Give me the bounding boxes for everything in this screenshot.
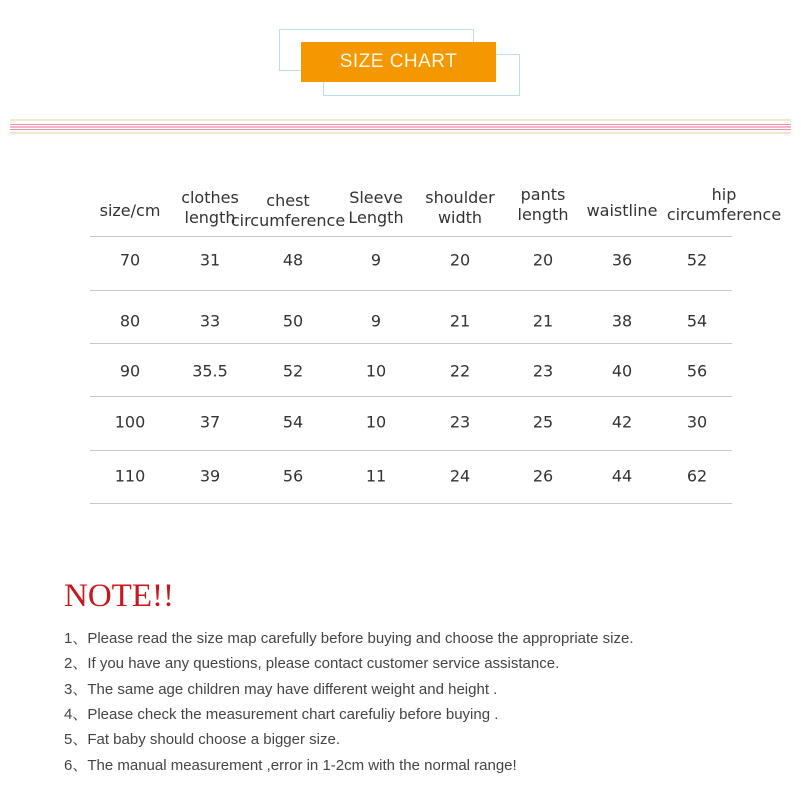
table-cell: 20 xyxy=(449,250,471,270)
table-cell: 80 xyxy=(119,311,141,331)
column-header-line: chest xyxy=(266,191,310,210)
column-header-line: circumference xyxy=(666,205,782,224)
table-cell: 22 xyxy=(449,361,471,381)
table-cell: 21 xyxy=(532,311,554,331)
column-header-line: shoulder xyxy=(425,188,495,207)
table-cell: 52 xyxy=(686,250,708,270)
divider xyxy=(10,129,791,130)
table-cell: 48 xyxy=(282,250,304,270)
size-chart-title: SIZE CHART xyxy=(301,42,496,82)
table-cell: 42 xyxy=(611,412,633,432)
column-header-line: clothes xyxy=(181,188,239,207)
table-cell: 23 xyxy=(532,361,554,381)
note-item: 5、Fat baby should choose a bigger size. xyxy=(64,731,340,749)
column-header-line: Length xyxy=(348,208,404,227)
row-divider xyxy=(90,343,732,344)
note-item: 6、The manual measurement ,error in 1-2cm with the normal range! xyxy=(64,756,517,774)
table-cell: 33 xyxy=(199,311,221,331)
column-header xyxy=(667,185,781,225)
column-header xyxy=(518,185,569,225)
table-cell: 44 xyxy=(611,466,633,486)
divider xyxy=(10,124,791,125)
column-header-line: waistline xyxy=(586,201,658,220)
table-cell: 54 xyxy=(282,412,304,432)
table-cell: 25 xyxy=(532,412,554,432)
divider xyxy=(10,132,791,134)
table-cell: 56 xyxy=(686,361,708,381)
column-header-line: length xyxy=(517,205,569,224)
divider xyxy=(10,119,791,121)
table-cell: 70 xyxy=(119,250,141,270)
column-header-line: length xyxy=(184,208,236,227)
column-header-line: Sleeve xyxy=(349,188,403,207)
table-cell: 21 xyxy=(449,311,471,331)
column-header xyxy=(348,188,403,228)
table-cell: 52 xyxy=(282,361,304,381)
table-cell: 40 xyxy=(611,361,633,381)
table-cell: 54 xyxy=(686,311,708,331)
table-cell: 24 xyxy=(449,466,471,486)
table-cell: 35.5 xyxy=(192,361,228,381)
table-cell: 9 xyxy=(370,250,382,270)
table-cell: 110 xyxy=(114,466,146,486)
note-item: 1、Please read the size map carefully before buying and choose the appropriate size. xyxy=(64,630,634,647)
table-cell: 36 xyxy=(611,250,633,270)
row-divider xyxy=(90,450,732,451)
note-item: 4、Please check the measurement chart carefuliy before buying . xyxy=(64,705,499,723)
table-cell: 10 xyxy=(365,361,387,381)
table-cell: 26 xyxy=(532,466,554,486)
column-header-line: size/cm xyxy=(99,201,161,220)
divider xyxy=(10,126,791,128)
column-header-line: width xyxy=(437,208,483,227)
table-cell: 31 xyxy=(199,250,221,270)
table-cell: 90 xyxy=(119,361,141,381)
table-cell: 50 xyxy=(282,311,304,331)
table-cell: 11 xyxy=(365,466,387,486)
row-divider xyxy=(90,236,732,237)
table-cell: 23 xyxy=(449,412,471,432)
table-cell: 30 xyxy=(686,412,708,432)
note-heading: NOTE!! xyxy=(64,578,174,614)
table-cell: 37 xyxy=(199,412,221,432)
column-header xyxy=(231,191,345,231)
column-header xyxy=(425,188,494,228)
note-item: 3、The same age children may have different weight and height . xyxy=(64,680,498,698)
table-cell: 20 xyxy=(532,250,554,270)
table-cell: 39 xyxy=(199,466,221,486)
column-header xyxy=(100,201,161,221)
row-divider xyxy=(90,290,732,291)
table-cell: 56 xyxy=(282,466,304,486)
table-cell: 10 xyxy=(365,412,387,432)
column-header-line: hip xyxy=(711,185,737,204)
row-divider xyxy=(90,396,732,397)
column-header-line: circumference xyxy=(230,211,346,230)
column-header xyxy=(587,201,658,221)
note-item: 2、If you have any questions, please contact customer service assistance. xyxy=(64,655,560,673)
table-cell: 62 xyxy=(686,466,708,486)
column-header-line: pants xyxy=(520,185,566,204)
row-divider xyxy=(90,503,732,504)
table-cell: 9 xyxy=(370,311,382,331)
table-cell: 100 xyxy=(114,412,146,432)
table-cell: 38 xyxy=(611,311,633,331)
